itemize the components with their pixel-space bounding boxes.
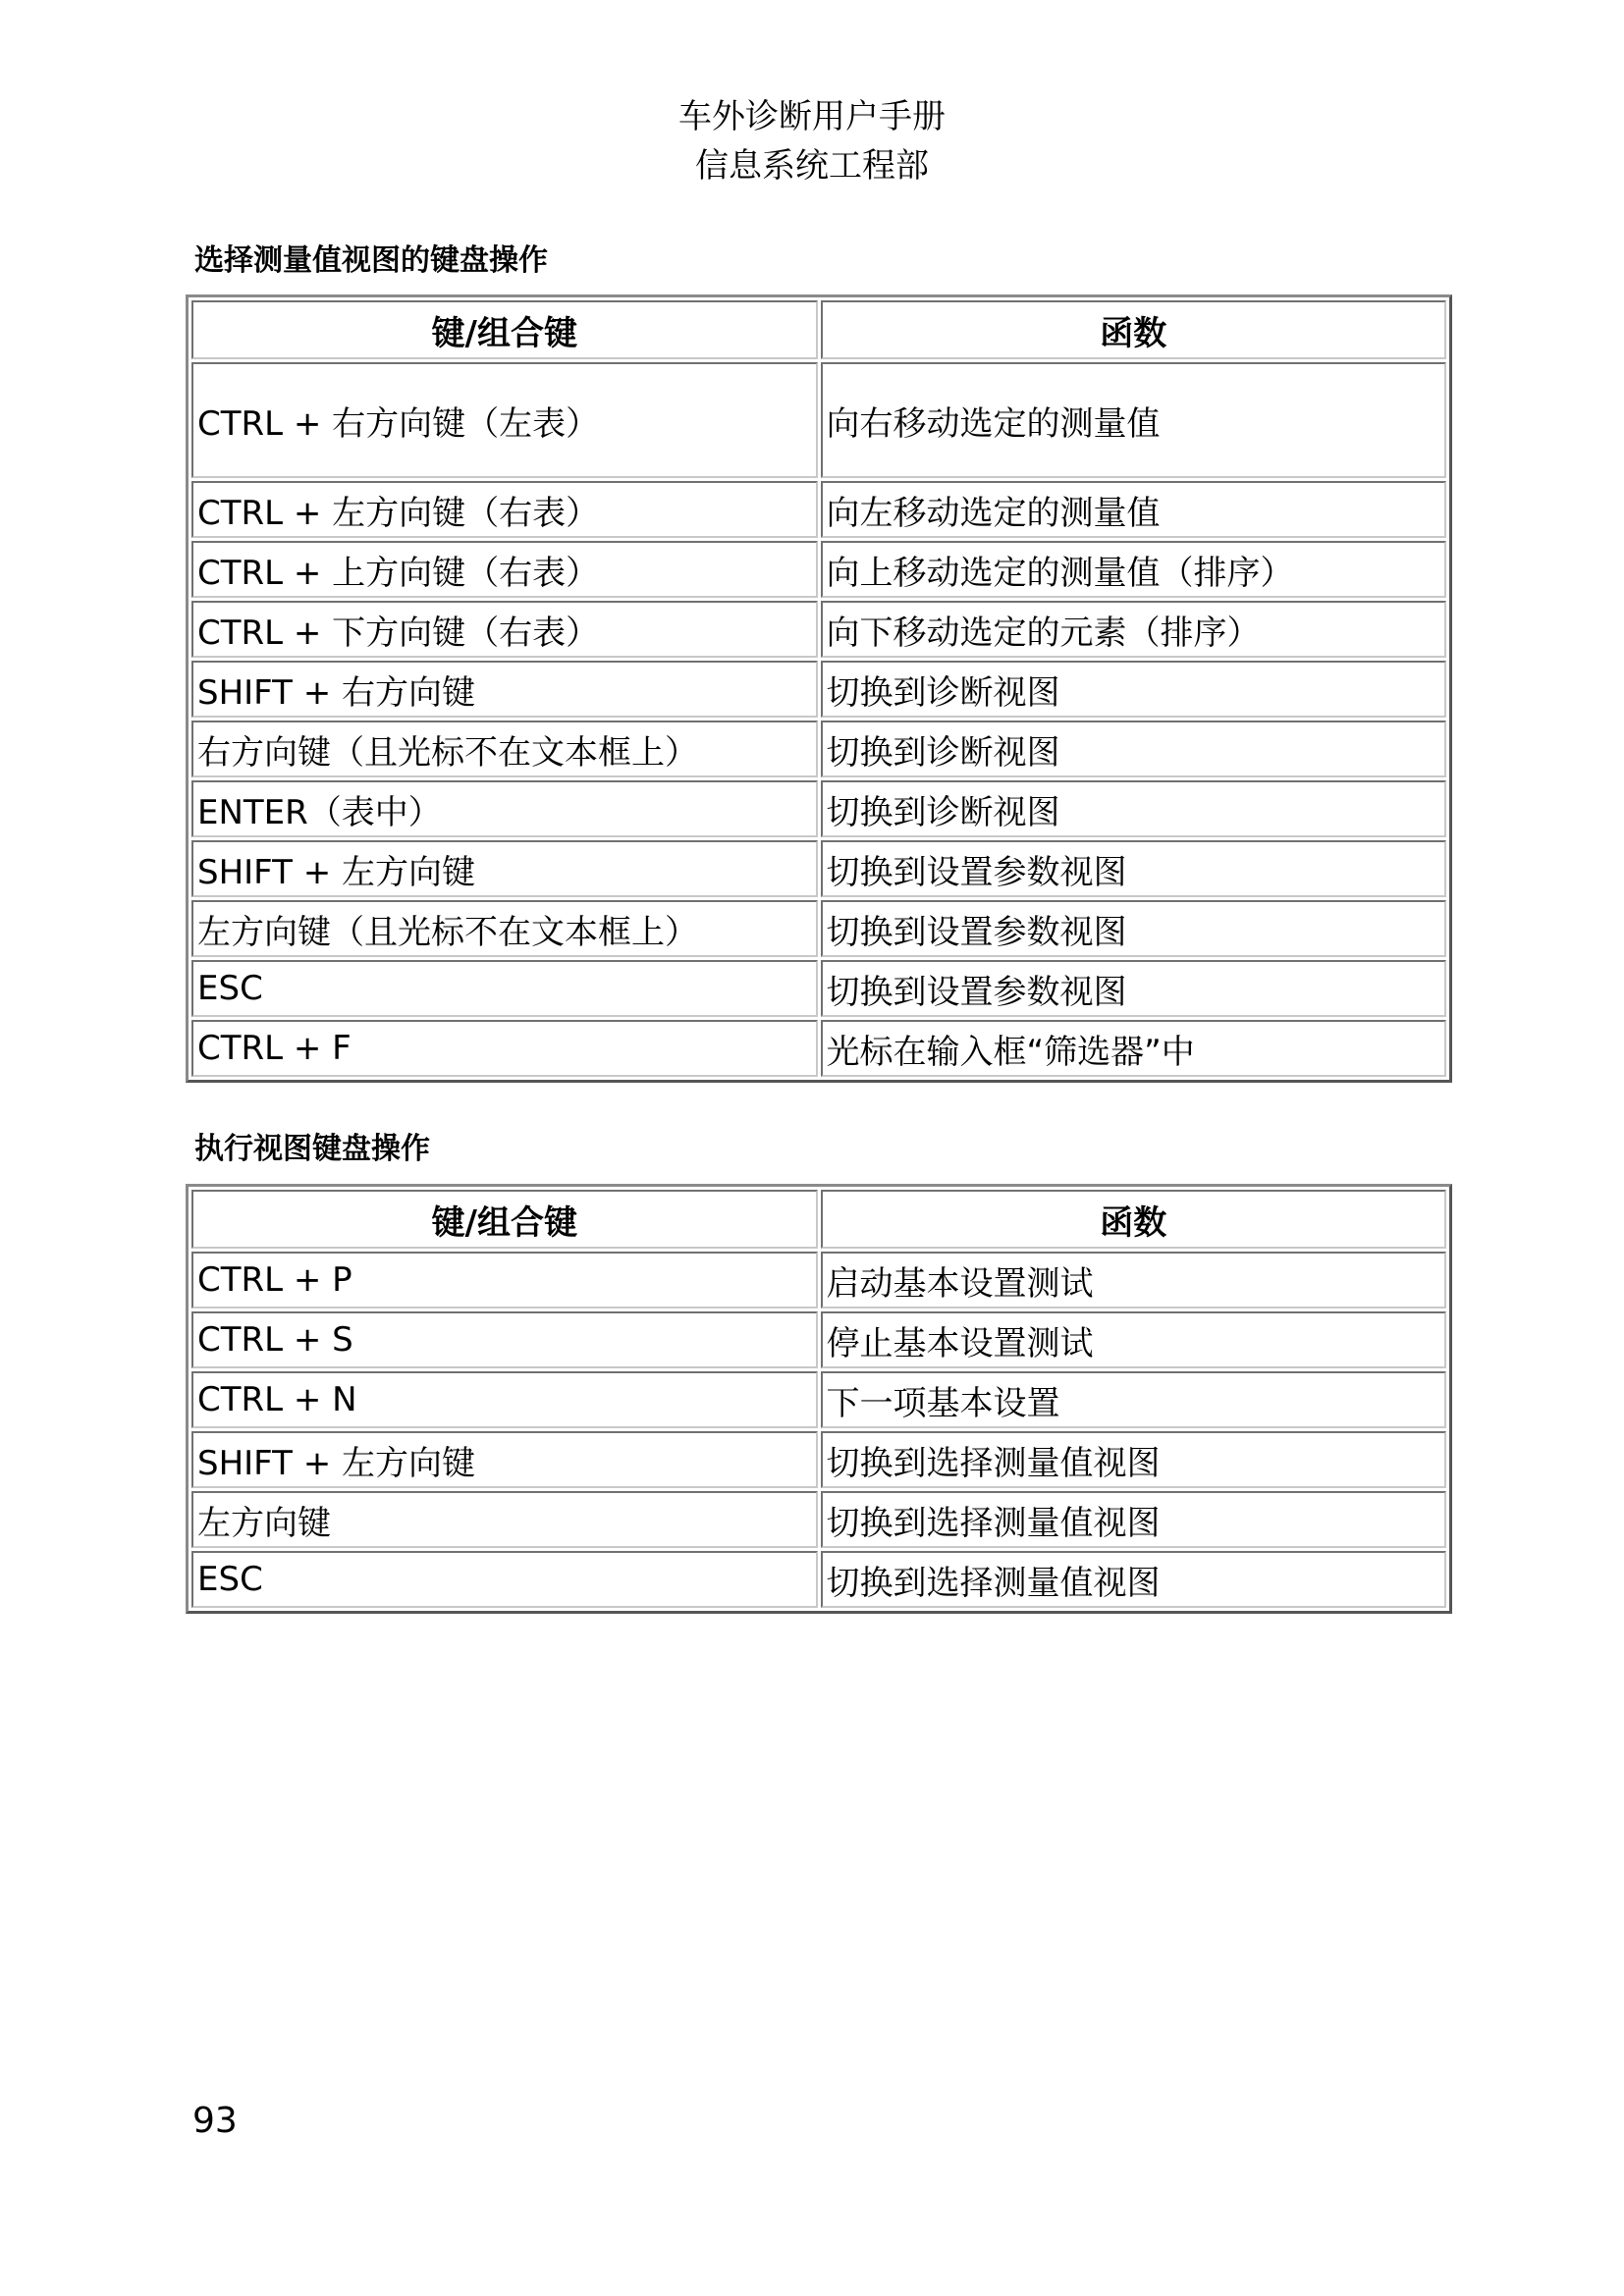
section-title-execution-view: 执行视图键盘操作	[194, 1132, 430, 1166]
table-row	[191, 780, 1446, 837]
execution-view-shortcuts-table	[186, 1184, 1452, 1614]
document-title: 车外诊断用户手册	[678, 97, 946, 136]
table-row	[191, 601, 1446, 658]
table-row	[191, 1252, 1446, 1308]
key-cell: CTRL + P	[191, 1252, 818, 1308]
key-cell: SHIFT + 左方向键	[191, 1431, 818, 1488]
table-row	[191, 721, 1446, 777]
measurement-view-shortcuts-table	[186, 294, 1452, 1083]
function-cell: 停止基本设置测试	[821, 1311, 1447, 1368]
column-header-key: 键/组合键	[191, 300, 818, 359]
table-row	[191, 1551, 1446, 1608]
key-cell: ESC	[191, 1551, 818, 1608]
function-cell: 切换到设置参数视图	[821, 960, 1447, 1017]
function-cell: 光标在输入框“筛选器”中	[821, 1020, 1447, 1077]
function-cell: 切换到诊断视图	[821, 721, 1447, 777]
function-cell: 切换到诊断视图	[821, 780, 1447, 837]
table-row	[191, 362, 1446, 478]
key-cell: ESC	[191, 960, 818, 1017]
table-row	[191, 481, 1446, 538]
table-header-row	[191, 1190, 1446, 1249]
table-row	[191, 840, 1446, 897]
function-cell: 切换到设置参数视图	[821, 840, 1447, 897]
function-cell: 下一项基本设置	[821, 1371, 1447, 1428]
function-cell: 切换到设置参数视图	[821, 900, 1447, 957]
function-cell: 切换到选择测量值视图	[821, 1551, 1447, 1608]
key-cell: CTRL + 右方向键（左表）	[191, 362, 818, 478]
key-cell: CTRL + S	[191, 1311, 818, 1368]
function-cell: 向上移动选定的测量值（排序）	[821, 541, 1447, 598]
key-cell: CTRL + N	[191, 1371, 818, 1428]
function-cell: 切换到选择测量值视图	[821, 1431, 1447, 1488]
table-row	[191, 1020, 1446, 1077]
function-cell: 向下移动选定的元素（排序）	[821, 601, 1447, 658]
function-cell: 切换到诊断视图	[821, 661, 1447, 718]
key-cell: 左方向键（且光标不在文本框上）	[191, 900, 818, 957]
page-number: 93	[192, 2101, 238, 2141]
key-cell: 右方向键（且光标不在文本框上）	[191, 721, 818, 777]
table-row	[191, 1431, 1446, 1488]
key-cell: 左方向键	[191, 1491, 818, 1548]
column-header-function: 函数	[821, 1190, 1447, 1249]
function-cell: 切换到选择测量值视图	[821, 1491, 1447, 1548]
key-cell: CTRL + 上方向键（右表）	[191, 541, 818, 598]
key-cell: SHIFT + 左方向键	[191, 840, 818, 897]
function-cell: 向右移动选定的测量值	[821, 362, 1447, 478]
function-cell: 启动基本设置测试	[821, 1252, 1447, 1308]
department-name: 信息系统工程部	[695, 146, 929, 186]
key-cell: CTRL + F	[191, 1020, 818, 1077]
section-title-measurement-view: 选择测量值视图的键盘操作	[194, 243, 548, 278]
key-cell: ENTER（表中）	[191, 780, 818, 837]
table-row	[191, 960, 1446, 1017]
table-row	[191, 1491, 1446, 1548]
key-cell: CTRL + 下方向键（右表）	[191, 601, 818, 658]
table-row	[191, 1311, 1446, 1368]
function-cell: 向左移动选定的测量值	[821, 481, 1447, 538]
table-header-row	[191, 300, 1446, 359]
column-header-function: 函数	[821, 300, 1447, 359]
table-row	[191, 661, 1446, 718]
column-header-key: 键/组合键	[191, 1190, 818, 1249]
table-row	[191, 1371, 1446, 1428]
key-cell: CTRL + 左方向键（右表）	[191, 481, 818, 538]
table-row	[191, 541, 1446, 598]
key-cell: SHIFT + 右方向键	[191, 661, 818, 718]
table-row	[191, 900, 1446, 957]
